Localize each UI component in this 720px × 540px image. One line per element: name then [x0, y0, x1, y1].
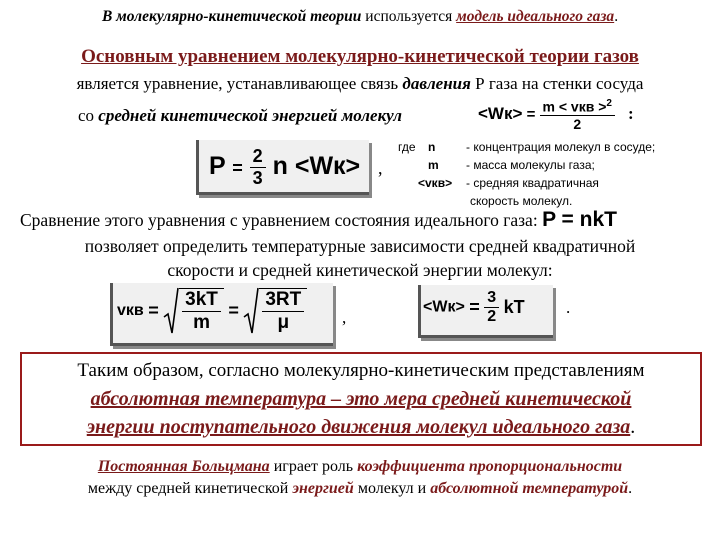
- intro-dot: .: [614, 8, 619, 25]
- sqrt-icon: [243, 287, 259, 335]
- formula-v-radical-1: [179, 288, 224, 334]
- note-n-symbol: n: [428, 140, 436, 154]
- formula-main-rest: n <Wк>: [272, 152, 361, 181]
- formula-v-den1: m: [193, 312, 210, 333]
- formula-w-dot: .: [566, 298, 571, 317]
- formula-main-num: 2: [250, 146, 266, 168]
- heading-text: Основным уравнением молекулярно-кинетической теории газов: [81, 46, 639, 67]
- compare-line: [20, 208, 617, 232]
- conclusion-definition-1: абсолютная температура – это мера средней кинетической: [90, 388, 632, 410]
- formula-w-num: 3: [484, 289, 499, 308]
- formula-w-eq: =: [469, 297, 480, 317]
- bottom-line-1: [0, 458, 720, 476]
- compare-line-2: позволяет определить температурные зависимости средней квадратичной: [84, 236, 636, 256]
- formula-small-eq: =: [526, 105, 536, 123]
- line2-c: Р газа на стенки сосуда: [470, 74, 644, 93]
- formula-v-eq1: =: [148, 300, 159, 321]
- bottom-abs-temperature: абсолютной температурой: [430, 480, 629, 497]
- formula-wk-small: [478, 98, 615, 132]
- sqrt-icon: [163, 287, 179, 335]
- bottom-coefficient: коэффициента пропорциональности: [357, 458, 623, 475]
- compare-equation: P = nkT: [542, 208, 617, 231]
- bottom-d: между средней кинетической: [87, 480, 293, 497]
- conclusion-box: [20, 352, 702, 446]
- formula-main-box: [196, 140, 369, 195]
- bottom-b: играет роль: [269, 458, 358, 475]
- line3-kinetic-energy: средней кинетической энергией молекул: [98, 106, 402, 125]
- note-m-symbol: m: [428, 158, 439, 172]
- formula-w-box: [418, 285, 553, 338]
- formula-w: [423, 289, 525, 326]
- formula-v-radical-2: [259, 288, 307, 334]
- line2-pressure: давления: [402, 74, 471, 93]
- line2-a: является уравнение, устанавливающее связь: [76, 74, 403, 93]
- conclusion-line-2: [22, 388, 700, 411]
- heading: [0, 46, 720, 68]
- formula-v: [117, 287, 307, 335]
- note-v-text: - средняя квадратичная: [466, 176, 599, 190]
- formula-v-den2: μ: [277, 312, 290, 333]
- bottom-f: молекул и: [353, 480, 431, 497]
- conclusion-line-1: Таким образом, согласно молекулярно-кинетическим представлениям: [77, 360, 645, 381]
- conclusion-dot: .: [630, 416, 636, 438]
- line-2: [0, 74, 720, 94]
- formula-main-frac: [250, 146, 266, 189]
- formula-v-eq2: =: [228, 300, 239, 321]
- formula-main-den: 3: [252, 168, 263, 188]
- conclusion-line-3: [22, 416, 700, 439]
- line3-a: со: [78, 106, 99, 125]
- note-n-text: - концентрация молекул в сосуде;: [466, 140, 656, 154]
- formula-w-frac: [484, 289, 499, 326]
- compare-text: Сравнение этого уравнения с уравнением состояния идеального газа:: [20, 210, 543, 230]
- note-where: где: [398, 140, 416, 154]
- intro-part1: В молекулярно-кинетической теории: [101, 8, 362, 25]
- formula-v-box: [110, 283, 333, 346]
- formula-w-rest: kT: [503, 297, 525, 317]
- formula-v-num1: 3kT: [182, 289, 221, 312]
- note-v-symbol: <vкв>: [418, 176, 453, 190]
- formula-v-comma: ,: [342, 308, 347, 327]
- formula-small-num: m < vкв >: [542, 98, 607, 115]
- formula-main-comma: ,: [378, 158, 383, 178]
- intro-line: [0, 8, 720, 26]
- note-v-text2: скорость молекул.: [470, 194, 573, 208]
- boltzmann-constant: Постоянная Больцмана: [97, 458, 270, 475]
- line-3: [78, 106, 402, 126]
- line3-colon: :: [628, 104, 634, 123]
- formula-small-den: 2: [573, 115, 582, 132]
- formula-main-p: P: [209, 152, 226, 181]
- compare-line-3: скорости и средней кинетической энергии молекул:: [167, 260, 553, 280]
- formula-w-den: 2: [487, 308, 497, 325]
- formula-w-lhs: <Wк>: [423, 298, 465, 316]
- formula-small-frac: [540, 98, 615, 132]
- formula-main: [209, 146, 360, 189]
- intro-ideal-gas-model: модель идеального газа: [456, 8, 615, 25]
- bottom-dot: .: [628, 480, 633, 497]
- bottom-line-2: [0, 480, 720, 498]
- formula-v-num2: 3RT: [262, 289, 304, 312]
- formula-v-lhs: vкв: [117, 302, 144, 319]
- bottom-energy: энергией: [292, 480, 354, 497]
- formula-main-eq: =: [232, 158, 243, 179]
- formula-small-exp: 2: [606, 98, 612, 109]
- intro-part2: используется: [361, 8, 457, 25]
- formula-small-lhs: <Wк>: [478, 103, 523, 123]
- conclusion-definition-2: энергии поступательного движения молекул идеального газа: [86, 416, 631, 438]
- note-m-text: - масса молекулы газа;: [466, 158, 595, 172]
